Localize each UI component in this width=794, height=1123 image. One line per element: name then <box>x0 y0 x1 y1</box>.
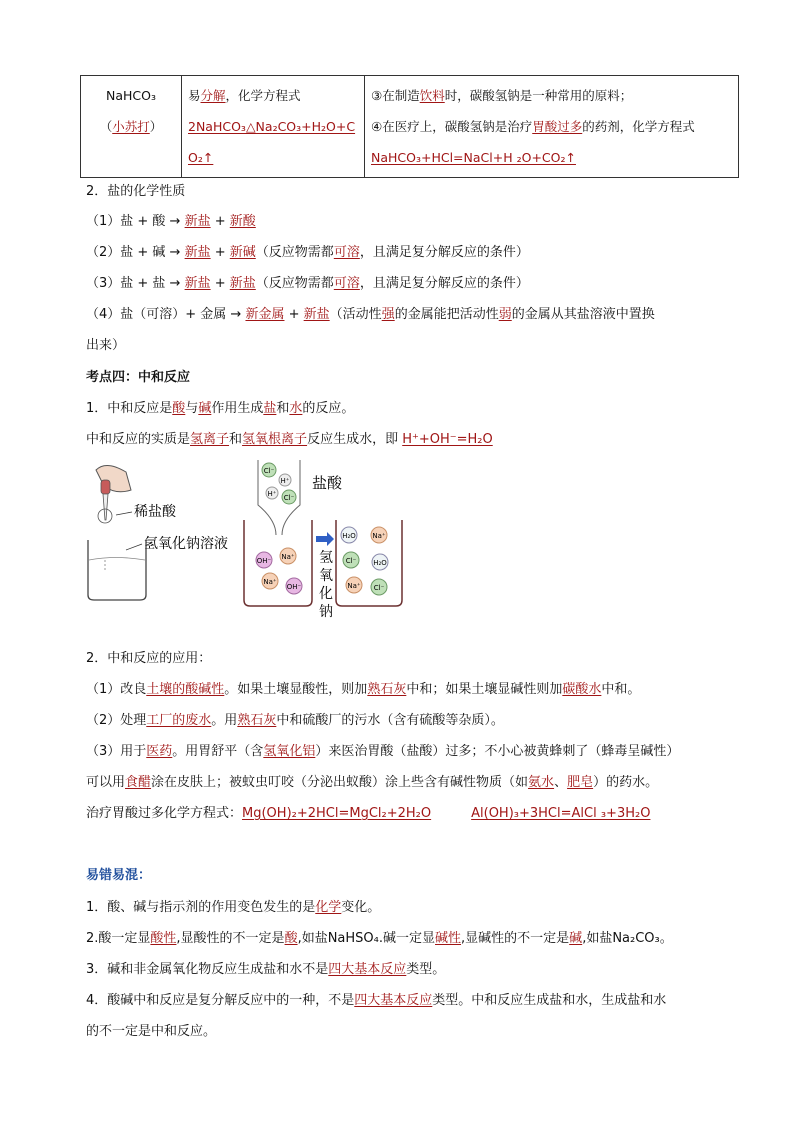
text: + <box>284 307 304 322</box>
text: + <box>210 276 230 291</box>
text: 。如果土壤显酸性，则加 <box>224 682 368 697</box>
key-term: 熟石灰 <box>237 713 277 728</box>
text: ④在医疗上，碳酸氢钠是治疗 <box>371 119 533 134</box>
decomposition-equation: 2NaHCO₃△Na₂CO₃+H₂O+C <box>188 119 356 134</box>
key-term: 新碱 <box>229 245 256 260</box>
text: ,如盐NaHSO₄.碱一定显 <box>297 931 436 946</box>
text: （4）盐（可溶）+ 金属 → <box>86 307 246 322</box>
text: 反应生成水，即 <box>307 432 403 447</box>
key-term: 肥皂 <box>567 775 594 790</box>
use-line <box>371 111 732 142</box>
key-term: 可溶 <box>333 245 360 260</box>
mistake-3 <box>86 958 445 977</box>
use-cell <box>365 76 739 178</box>
ions-after <box>341 527 388 595</box>
text: 易 <box>188 88 201 103</box>
section-heading: 2．盐的化学性质 <box>86 184 186 199</box>
mistake-4 <box>86 989 666 1008</box>
ion-label: Na⁺ <box>281 553 295 561</box>
text: 、 <box>554 775 568 790</box>
topic-heading: 考点四：中和反应 <box>86 370 191 385</box>
text: 中和反应的实质是 <box>86 432 191 447</box>
text: 治疗胃酸过多化学方程式： <box>86 806 243 821</box>
text: 可以用 <box>86 775 126 790</box>
text: 变化。 <box>341 900 381 915</box>
salt-property-4-cont: 出来） <box>86 338 126 353</box>
text: 和 <box>276 401 290 416</box>
mistake-4-cont: 的不一定是中和反应。 <box>86 1024 217 1039</box>
table-row <box>81 76 739 178</box>
text: 时，碳酸氢钠是一种常用的原料； <box>444 88 633 103</box>
text: （2）盐 + 碱 → <box>86 245 185 260</box>
key-term: 氢氧根离子 <box>242 432 308 447</box>
text: （1）盐 + 酸 → <box>86 214 185 229</box>
key-term: 新盐 <box>184 214 211 229</box>
key-term: 化学 <box>315 900 342 915</box>
key-term: 碳酸水 <box>562 682 602 697</box>
label-dilute-hcl: 稀盐酸 <box>134 504 176 520</box>
label-naoh-v: 氧 <box>319 568 333 584</box>
text: 和 <box>229 432 243 447</box>
key-term: 氨水 <box>528 775 555 790</box>
dropper-tube <box>103 494 108 520</box>
al-equation: Al(OH)₃+3HCl=AlCl ₃+3H₂O <box>471 806 651 821</box>
leader-line <box>116 512 132 515</box>
beaker-before <box>244 520 312 606</box>
mistake-1 <box>86 896 380 915</box>
ion-label: H⁺ <box>280 477 290 485</box>
text: 类型。 <box>406 962 446 977</box>
key-term: 盐 <box>263 401 277 416</box>
neutralization-definition <box>86 397 354 416</box>
salt-property-4 <box>86 303 655 322</box>
text: 与 <box>185 401 199 416</box>
key-term: 碱 <box>569 931 583 946</box>
text: ，且满足复分解反应的条件） <box>359 245 529 260</box>
text: 中和；如果土壤显碱性则加 <box>406 682 563 697</box>
text: （3）用于 <box>86 744 147 759</box>
key-term: 弱 <box>498 307 512 322</box>
text: （反应物需都 <box>255 245 334 260</box>
text: 涂在皮肤上；被蚊虫叮咬（分泌出蚁酸）涂上些含有碱性物质（如 <box>151 775 529 790</box>
ionic-equation: H⁺+OH⁻=H₂O <box>402 432 493 447</box>
key-term: 胃酸过多 <box>532 119 583 134</box>
text: 中和硫酸厂的污水（含有硫酸等杂质）。 <box>276 713 504 728</box>
key-term: 新盐 <box>184 245 211 260</box>
ion-label: Cl⁻ <box>283 494 295 502</box>
ion-label: H₂O <box>373 559 387 567</box>
label-naoh-v: 氢 <box>319 550 333 566</box>
key-term: 熟石灰 <box>367 682 407 697</box>
key-term: 新盐 <box>229 276 256 291</box>
text: + <box>210 214 230 229</box>
ion-label: Na⁺ <box>347 582 361 590</box>
ions-falling <box>262 463 296 504</box>
beaker-left <box>88 540 146 600</box>
paren-open: （ <box>99 119 113 134</box>
text: 3．碱和非金属氧化物反应生成盐和水不是 <box>86 962 329 977</box>
text: 1．酸、碱与指示剂的作用变色发生的是 <box>86 900 316 915</box>
neutralization-figure <box>86 460 416 640</box>
text: （反应物需都 <box>255 276 334 291</box>
applications-heading: 2．中和反应的应用： <box>86 651 212 666</box>
ion-label: OH⁻ <box>256 557 272 565</box>
key-term: 新盐 <box>303 307 330 322</box>
key-term: 饮料 <box>419 88 445 103</box>
property-text <box>188 80 358 111</box>
key-term: 氢氧化铝 <box>263 744 316 759</box>
text: 的金属能把活动性 <box>394 307 499 322</box>
dropper-illustration <box>88 465 146 600</box>
text: （3）盐 + 盐 → <box>86 276 185 291</box>
key-term: 碱 <box>198 401 212 416</box>
text: ）的药水。 <box>593 775 659 790</box>
text: （活动性 <box>329 307 382 322</box>
text: ,显碱性的不一定是 <box>461 931 570 946</box>
text: 4．酸碱中和反应是复分解反应中的一种，不是 <box>86 993 355 1008</box>
text: + <box>210 245 230 260</box>
key-term: 四大基本反应 <box>354 993 433 1008</box>
key-term: 食醋 <box>125 775 152 790</box>
property-cell <box>182 76 365 178</box>
salt-property-3 <box>86 272 529 291</box>
antacid-equations <box>86 802 650 821</box>
text: ，化学方程式 <box>225 88 301 103</box>
application-1 <box>86 678 640 697</box>
text: 的药剂，化学方程式 <box>582 119 695 134</box>
mistakes-heading: 易错易混： <box>86 868 152 883</box>
decomposition-equation-cont: O₂↑ <box>188 150 214 165</box>
leader-line <box>126 544 142 550</box>
salt-common-name <box>87 111 175 142</box>
key-term: 土壤的酸碱性 <box>146 682 225 697</box>
text: ,显酸性的不一定是 <box>176 931 285 946</box>
salt-property-1 <box>86 210 256 229</box>
dropper-bulb <box>101 480 110 494</box>
key-term: 工厂的废水 <box>146 713 212 728</box>
text: （1）改良 <box>86 682 147 697</box>
text: 中和。 <box>601 682 641 697</box>
key-term: 分解 <box>200 88 226 103</box>
text: 类型。中和反应生成盐和水，生成盐和水 <box>432 993 667 1008</box>
medical-equation: NaHCO₃+HCl=NaCl+H ₂O+CO₂↑ <box>371 150 576 165</box>
ions-before <box>256 548 302 594</box>
label-naoh-v: 化 <box>319 586 333 602</box>
key-term: 酸 <box>284 931 298 946</box>
key-term: 碱性 <box>435 931 462 946</box>
common-name: 小苏打 <box>112 119 150 134</box>
key-term: 医药 <box>146 744 173 759</box>
text: 。用胃舒平（含 <box>172 744 264 759</box>
text: ）来医治胃酸（盐酸）过多；不小心被黄蜂刺了（蜂毒呈碱性） <box>315 744 680 759</box>
application-3 <box>86 740 679 759</box>
neutralization-essence <box>86 428 493 447</box>
ion-label: Cl⁻ <box>373 584 385 592</box>
paren-close: ） <box>149 119 163 134</box>
ion-label: Cl⁻ <box>345 557 357 565</box>
key-term: 酸性 <box>150 931 177 946</box>
mg-equation: Mg(OH)₂+2HCl=MgCl₂+2H₂O <box>242 806 432 821</box>
key-term: 酸 <box>172 401 186 416</box>
text: ③在制造 <box>371 88 420 103</box>
ion-label: H⁺ <box>267 490 277 498</box>
application-3-cont <box>86 771 658 790</box>
ion-label: H₂O <box>342 532 356 540</box>
label-hcl: 盐酸 <box>312 474 343 492</box>
text: 1．中和反应是 <box>86 401 173 416</box>
ion-label: Cl⁻ <box>263 467 275 475</box>
text: 的金属从其盐溶液中置换 <box>511 307 655 322</box>
key-term: 可溶 <box>333 276 360 291</box>
text: 作用生成 <box>211 401 264 416</box>
key-term: 四大基本反应 <box>328 962 407 977</box>
key-term: 氢离子 <box>190 432 230 447</box>
mistake-2 <box>86 927 673 946</box>
key-term: 水 <box>289 401 303 416</box>
liquid-surface <box>89 558 145 561</box>
salt-name-cell <box>81 76 182 178</box>
arrow-icon <box>316 532 334 546</box>
label-naoh-v: 钠 <box>319 604 333 620</box>
ion-label: OH⁻ <box>286 583 302 591</box>
text: 2.酸一定显 <box>86 931 151 946</box>
label-naoh-solution: 氢氧化钠溶液 <box>144 536 228 552</box>
text: 的反应。 <box>302 401 355 416</box>
key-term: 强 <box>381 307 395 322</box>
key-term: 新盐 <box>184 276 211 291</box>
salt-property-2 <box>86 241 529 260</box>
text: （2）处理 <box>86 713 147 728</box>
text: ，且满足复分解反应的条件） <box>359 276 529 291</box>
key-term: 新金属 <box>245 307 285 322</box>
key-term: 新酸 <box>229 214 256 229</box>
ion-label: Na⁺ <box>372 532 386 540</box>
text: 。用 <box>211 713 238 728</box>
text: ,如盐Na₂CO₃。 <box>582 931 673 946</box>
ion-label: Na⁺ <box>263 578 277 586</box>
nahco3-table <box>80 75 739 178</box>
application-2 <box>86 709 504 728</box>
salt-formula: NaHCO₃ <box>106 88 156 103</box>
use-line <box>371 80 732 111</box>
